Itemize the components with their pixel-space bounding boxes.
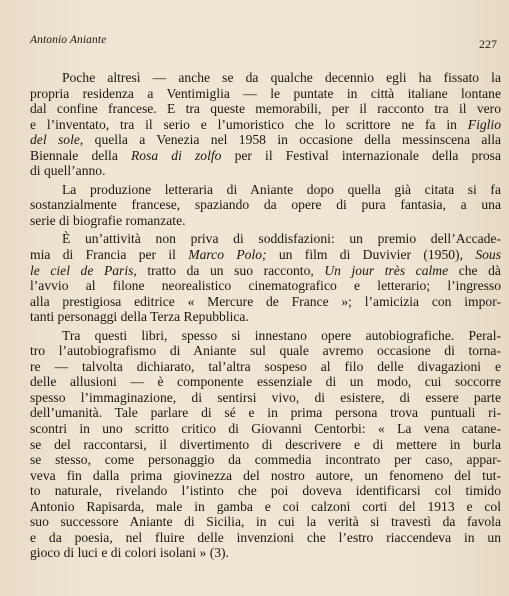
text-run: suo successore Aniante di Sicilia, in cui la verità si travestì da favola: [30, 514, 501, 530]
text-run: re — talvolta dichiarato, tal’altra sospeso al filo delle divagazioni e: [30, 358, 501, 374]
text-run: ).: [221, 545, 229, 561]
text-line: [30, 231, 501, 247]
text-run: per il Festival internazionale della prosa: [221, 147, 501, 163]
italic-title: Figlio: [467, 116, 501, 132]
text-run: e da poesia, nel fluire delle invenzioni che l’estro riaccendeva in un: [30, 529, 501, 545]
text-run: l’avvio al filone neorealistico cinematografico e letterario; l’ingresso: [30, 278, 501, 294]
text-run: Antonio Rapisarda, male in gamba e coi calzoni corti del 1913 e col: [30, 498, 501, 514]
text-run: alla prestigiosa editrice « Mercure de France »; l’amicizia con impor-: [30, 293, 501, 309]
text-line: [30, 468, 501, 484]
text-line: [30, 452, 501, 468]
text-line: [30, 294, 501, 310]
text-line: [30, 499, 501, 515]
text-run: tanti personaggi della Terza Repubblica.: [30, 309, 249, 325]
text-run: gioco di luci e di colori isolani » (: [30, 545, 215, 561]
text-line: [30, 390, 501, 406]
text-line: [30, 437, 501, 453]
text-line: [30, 163, 501, 179]
text-line: [30, 213, 501, 229]
text-line: [30, 343, 501, 359]
text-line: [30, 421, 501, 437]
italic-title: Marco Polo;: [188, 247, 267, 263]
text-run: serie di biografie romanzate.: [30, 212, 186, 228]
text-run: se del raccontarsi, il divertimento di descrivere e di mettere in burla: [30, 436, 501, 452]
text-line: [30, 514, 501, 530]
text-run: Biennale della: [30, 147, 131, 163]
text-line: [30, 101, 501, 117]
text-run: , quella a Venezia nel 1958 in occasione della messinscena alla: [79, 132, 501, 148]
text-run: to naturale, rivelando l’istinto che poi doveva identificarsi col timido: [30, 483, 501, 499]
text-line: [30, 545, 501, 561]
text-run: veva fin dalla prima giovinezza del nostro autore, un fenomeno del tut-: [30, 467, 501, 483]
text-run: delle allusioni — è componente essenziale di un modo, cui soccorre: [30, 374, 501, 390]
text-line: [30, 182, 501, 198]
text-line: [30, 278, 501, 294]
text-run: e l’inventato, tra il serio e l’umoristico che lo scrittore ne fa in: [30, 116, 468, 132]
text-run: scontri in uno scritto critico di Giovanni Centorbi: « La vena catane-: [30, 421, 501, 437]
text-run: se stesso, come personaggio da commedia incontrato per caso, appar-: [30, 452, 501, 468]
text-run: tratto da un suo racconto,: [136, 262, 325, 278]
text-run: Tra questi libri, spesso si innestano opere autobiografiche. Peral-: [62, 327, 501, 343]
text-line: [30, 247, 501, 263]
text-line: [30, 359, 501, 375]
italic-title: del sole: [30, 132, 80, 148]
text-run: dell’umanità. Tale parlare di sé e in prima persona trova puntuali ri-: [30, 405, 501, 421]
text-line: [30, 483, 501, 499]
text-run: un film di Duvivier (1950),: [266, 247, 476, 263]
text-line: [30, 148, 501, 164]
text-line: [30, 263, 501, 279]
text-line: [30, 309, 501, 325]
text-run: La produzione letteraria di Aniante dopo quella già citata si fa: [62, 181, 501, 197]
text-run: spesso l’immaginazione, di sentirsi vivo, di esistere, di essere parte: [30, 389, 501, 405]
text-run: tro l’autobiografismo di Aniante sul quale avremo occasione di torna-: [30, 343, 501, 359]
text-run: dal confine francese. E tra queste memorabili, per il racconto tra il vero: [30, 101, 501, 117]
italic-title: le ciel de Paris,: [30, 262, 137, 278]
text-run: mia di Francia per il: [30, 247, 189, 263]
body-text: [30, 70, 501, 561]
text-line: [30, 117, 501, 133]
page-number: 227: [479, 37, 497, 51]
text-run: È un’attività non priva di soddisfazioni: un premio dell’Accade-: [62, 231, 501, 247]
italic-title: Rosa di zolfo: [130, 147, 222, 163]
text-run: propria residenza a Ventimiglia — le puntate in città italiane lontane: [30, 85, 501, 101]
text-run: 3: [214, 545, 222, 561]
text-run: Poche altresì — anche se da qualche decennio egli ha fissato la: [62, 70, 501, 85]
text-line: [30, 132, 501, 148]
text-line: [30, 328, 501, 344]
italic-title: Un jour très calme: [324, 262, 449, 278]
italic-title: Sous: [475, 247, 501, 263]
text-line: [30, 530, 501, 546]
text-line: [30, 374, 501, 390]
text-run: che dà: [448, 262, 501, 278]
text-line: [30, 197, 501, 213]
running-header: [30, 34, 497, 50]
running-head-author: Antonio Aniante: [30, 34, 107, 46]
paragraph: [30, 231, 501, 324]
text-run: di quell’anno.: [30, 163, 106, 179]
paragraph: [30, 328, 501, 561]
text-line: [30, 405, 501, 421]
text-line: [30, 86, 501, 102]
text-line: [30, 70, 501, 86]
paragraph: [30, 182, 501, 229]
text-run: sostanzialmente francese, spaziando da opere di pura fantasia, a una: [30, 197, 501, 213]
paragraph: [30, 70, 501, 179]
